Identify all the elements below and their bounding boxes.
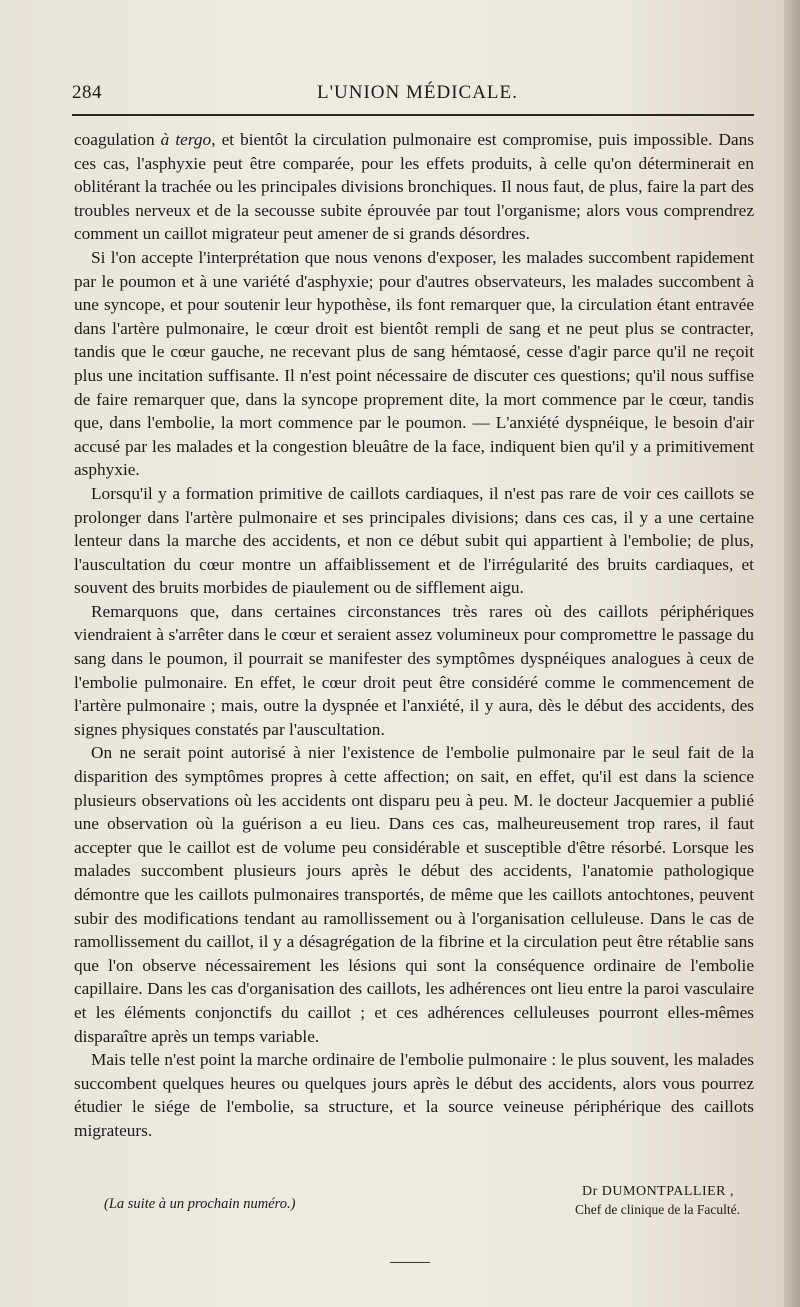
running-title: L'UNION MÉDICALE. — [317, 82, 518, 103]
author-title: Chef de clinique de la Faculté. — [575, 1202, 740, 1217]
author-signature: Dr DUMONTPALLIER , — [582, 1184, 734, 1199]
paragraph-2: Si l'on accepte l'interprétation que nous venons d'exposer, les malades succombent rapidement par le poumon et à une variété d'asphyxie; pour d'autres observateurs, les malades succombent à une syncope, et pour soutenir leur hypothèse, ils font remarquer que, la circulation étant entravée dans l'artère pulmonaire, le cœur droit est bientôt rempli de sang et ne peut plus se contracter, tandis que le cœur gauche, ne recevant plus de sang hémtaosé, cesse d'agir parce qu'il ne reçoit plus une incitation suffisante. Il n'est point nécessaire de discuter ces questions; qu'il nous suffise de faire remarquer que, dans la syncope proprement dite, la mort commence par le cœur, tandis que, dans l'embolie, la mort commence par le poumon. — L'anxiété dyspnéique, le besoin d'air accusé par les malades et la congestion bleuâtre de la face, indiquent bien qu'il y a primitivement asphyxie. — [74, 247, 754, 480]
paragraph-5: On ne serait point autorisé à nier l'existence de l'embolie pulmonaire par le seul fait de la disparition des symptômes propres à cette affection; on sait, en effet, qu'il est dans la science plusieurs observations où les accidents ont disparu peu à peu. M. le docteur Jacquemier a publié une observation où la guérison a eu lieu. Dans ces cas, malheureusement trop rares, il faut accepter que le caillot est de volume peu considérable et susceptible d'être résorbé. Lorsque les malades succombent plusieurs jours après le début des accidents, l'anatomie pathologique démontre que les caillots pulmonaires transportés, de même que les caillots antochtones, peuvent subir des modifications tendant au ramollissement ou à l'organisation celluleuse. Dans le cas de ramollissement du caillot, il y a désagrégation de la fibrine et la circulation peut être rétablie sans que l'on observe nécessairement les lésions qui sont la conséquence ordinaire de l'embolie capillaire. Dans les cas d'organisation des caillots, les adhérences ont lieu entre la paroi vasculaire et les éléments conjonctifs du caillot ; et ces adhérences celluleuses pourront elles-mêmes disparaître après un temps variable. — [74, 743, 754, 1046]
paragraph-4: Remarquons que, dans certaines circonstances très rares où des caillots périphériques viendraient à s'arrêter dans le cœur et seraient assez volumineux pour compromettre le passage du sang dans le poumon, il pourrait se manifester des symptômes dyspnéiques analogues à ceux de l'embolie pulmonaire. En effet, le cœur droit peut être considéré comme le commencement de l'artère pulmonaire ; mais, outre la dyspnée et l'anxiété, il y aura, dès le début des accidents, des signes physiques constatés par l'auscultation. — [74, 601, 754, 739]
paragraph-1 — [74, 128, 754, 246]
page-edge-shadow — [784, 0, 800, 1307]
continuation-note: (La suite à un prochain numéro.) — [104, 1196, 296, 1212]
paragraph-1-text: coagulation à tergo, et bientôt la circulation pulmonaire est compromise, puis impossible. Dans ces cas, l'asphyxie peut être comparée, pour les effets produits, à celle qu'on déterminerait en oblitérant la trachée ou les principales divisions bronchiques. Il nous faut, de plus, faire la part des troubles nerveux et de la secousse subite éprouvée par tout l'organisme; alors vous comprendrez comment un caillot migrateur peut amener de si grands désordres. — [74, 130, 754, 244]
page-header — [72, 78, 752, 106]
page-number: 284 — [72, 82, 102, 103]
paragraph-6: Mais telle n'est point la marche ordinaire de l'embolie pulmonaire : le plus souvent, les malades succombent quelques heures ou quelques jours après le début des accidents, alors vous pourrez étudier le siége de l'embolie, sa structure, et la source veineuse périphérique des caillots migrateurs. — [74, 1050, 754, 1140]
header-rule — [72, 114, 754, 116]
paragraph-3: Lorsqu'il y a formation primitive de caillots cardiaques, il n'est pas rare de voir ces caillots se prolonger dans l'artère pulmonaire et ses principales divisions; dans ces cas, il y a une certaine lenteur dans la marche des accidents, et non ce début subit qui appartient à l'embolie; de plus, l'auscultation du cœur montre un affaiblissement et de l'irrégularité des bruits cardiaques, et souvent des bruits morbides de piaulement ou de sifflement aigu. — [74, 483, 754, 598]
latin-phrase: à tergo — [160, 130, 212, 149]
end-rule — [390, 1262, 430, 1263]
article-body — [74, 128, 754, 1143]
article-footer — [74, 1184, 754, 1224]
